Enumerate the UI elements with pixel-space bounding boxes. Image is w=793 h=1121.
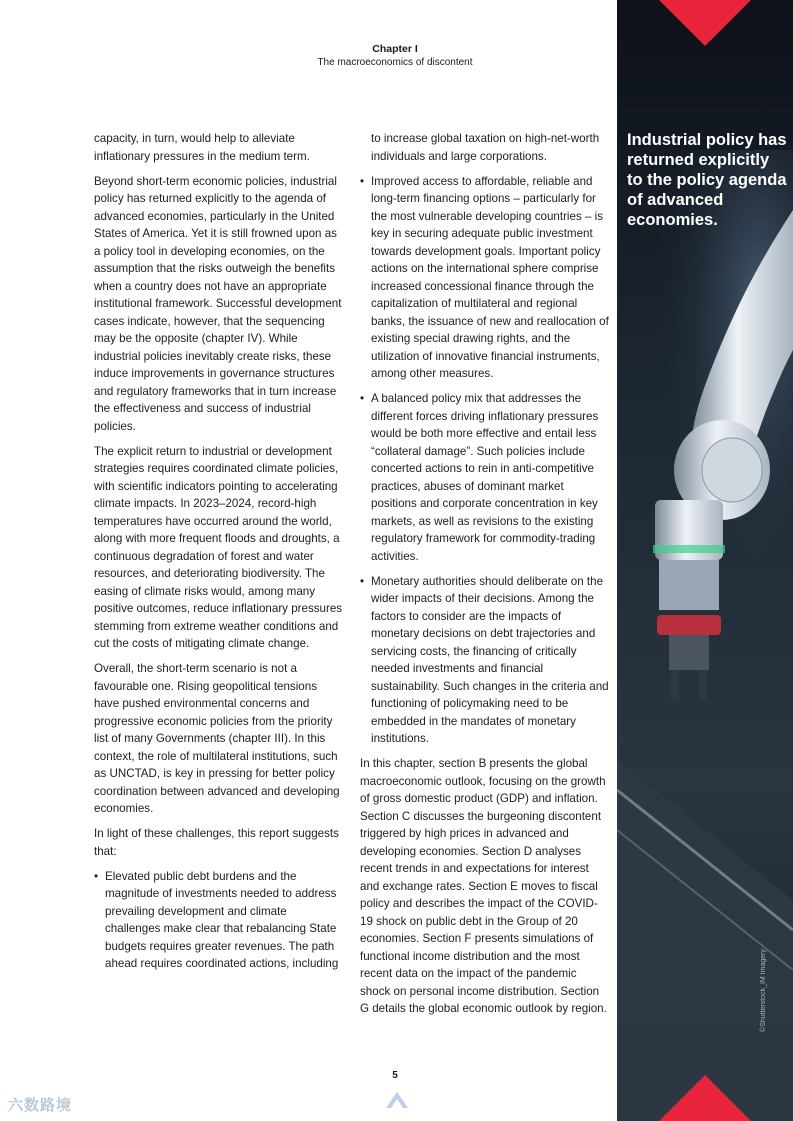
chapter-label: Chapter I xyxy=(372,43,418,55)
chevron-up-icon xyxy=(384,1086,410,1112)
watermark: 六数路境 xyxy=(8,1097,73,1114)
bullet-item: • Monetary authorities should deliberate on the wider impacts of their decisions. Among the factors to consider are the impacts of monetary decisions on debt trajectories and servicing costs, the financing of critically needed investments and financial sustainability. Such changes in the criteria and functioning of policymaking need to be embedded in the mandates of monetary institutions. xyxy=(360,573,610,748)
robot-gripper xyxy=(669,635,709,670)
bullet-item: • Improved access to affordable, reliable and long-term financing options – particularly for the most vulnerable developing countries – is key in securing adequate public investment towards development goals. Important policy actions on the international sphere comprise increased concessional finance through the capitalization of multilateral and regional banks, the issuance of new and reallocation of existing special drawing rights, and the utilization of innovative financial instruments, among other measures. xyxy=(360,173,610,383)
pull-quote: Industrial policy has returned explicitly to the policy agenda of advanced economies. xyxy=(627,131,787,229)
paragraph: Overall, the short-term scenario is not a favourable one. Rising geopolitical tensions have pushed environmental concerns and progressive economic policies from the priority list of many Governments (chapter III). In this context, the role of multilateral institutions, such as UNCTAD, is key in pressing for better policy coordination between advanced and developing economies. xyxy=(94,662,340,815)
image-credit: ©Shutterstock_IM Imagery xyxy=(760,949,767,1032)
text-column-right xyxy=(360,130,610,1025)
chapter-subtitle: The macroeconomics of discontent xyxy=(317,57,473,68)
bullet-item: • Elevated public debt burdens and the magnitude of investments needed to address prevailing development and climate challenges make clear that rebalancing State budgets requires greater revenues. The path ahead requires coordinated actions, including xyxy=(94,868,344,973)
robot-joint-cap xyxy=(702,438,762,502)
paragraph: Beyond short-term economic policies, industrial policy has returned explicitly to the agenda of advanced economies, particularly in the United States of America. Yet it is still frowned upon as a policy tool in developing economies, on the assumption that the risks outweigh the benefits when a country does not have an appropriate institutional framework. Successful development cases indicate, however, that the sequencing may be the opposite (chapter IV). While industrial policies inevitably create risks, these induce improvements in governance structures and regulatory frameworks that in turn increase the effectiveness and success of industrial policies. xyxy=(94,174,342,433)
robot-flange xyxy=(659,560,719,610)
robot-finger-left xyxy=(671,670,679,700)
page-number: 5 xyxy=(392,1070,398,1081)
paragraph: In light of these challenges, this report suggests that: xyxy=(94,827,339,858)
chapter-header xyxy=(230,43,560,69)
robot-flange-ring xyxy=(657,615,721,635)
paragraph: In this chapter, section B presents the global macroeconomic outlook, focusing on the growth of gross domestic product (GDP) and inflation. Section C discusses the burgeoning discontent triggered by high prices in advanced and developing economies. Section D analyses recent trends in and expectations for interest and exchange rates. Section E moves to fiscal policy and describes the impact of the COVID-19 shock on public debt in the Group of 20 economies. Section F presents simulations of functional income distribution and the most recent data on the impact of the pandemic shock on personal income distribution. Section G details the global economic outlook by region. xyxy=(360,757,607,1015)
bullet-continuation: to increase global taxation on high-net-worth individuals and large corporations. xyxy=(371,132,600,163)
robot-finger-right xyxy=(699,670,707,700)
paragraph: The explicit return to industrial or development strategies requires coordinated climate policies, with scientific indicators pointing to accelerating climate impacts. In 2023–2024, record-high temperatures have occurred around the world, along with more frequent floods and droughts, a continuous degradation of forest and water resources, and deteriorating biodiversity. The easing of climate risks would, among many positive outcomes, reduce inflationary pressures stemming from extreme weather conditions and cut the costs of mitigating climate change. xyxy=(94,444,343,650)
bullet-item: • A balanced policy mix that addresses the different forces driving inflationary pressures would be both more effective and entail less “collateral damage”. Such policies include concerted actions to rein in anti-competitive practices, abuses of dominant market positions and corporate concentration in key markets, as well as revisions to the existing regulatory framework for commodity-trading activities. xyxy=(360,390,610,565)
robot-wrist-light xyxy=(653,545,725,553)
paragraph: capacity, in turn, would help to alleviate inflationary pressures in the medium term. xyxy=(94,132,310,163)
text-column-left xyxy=(94,130,344,980)
